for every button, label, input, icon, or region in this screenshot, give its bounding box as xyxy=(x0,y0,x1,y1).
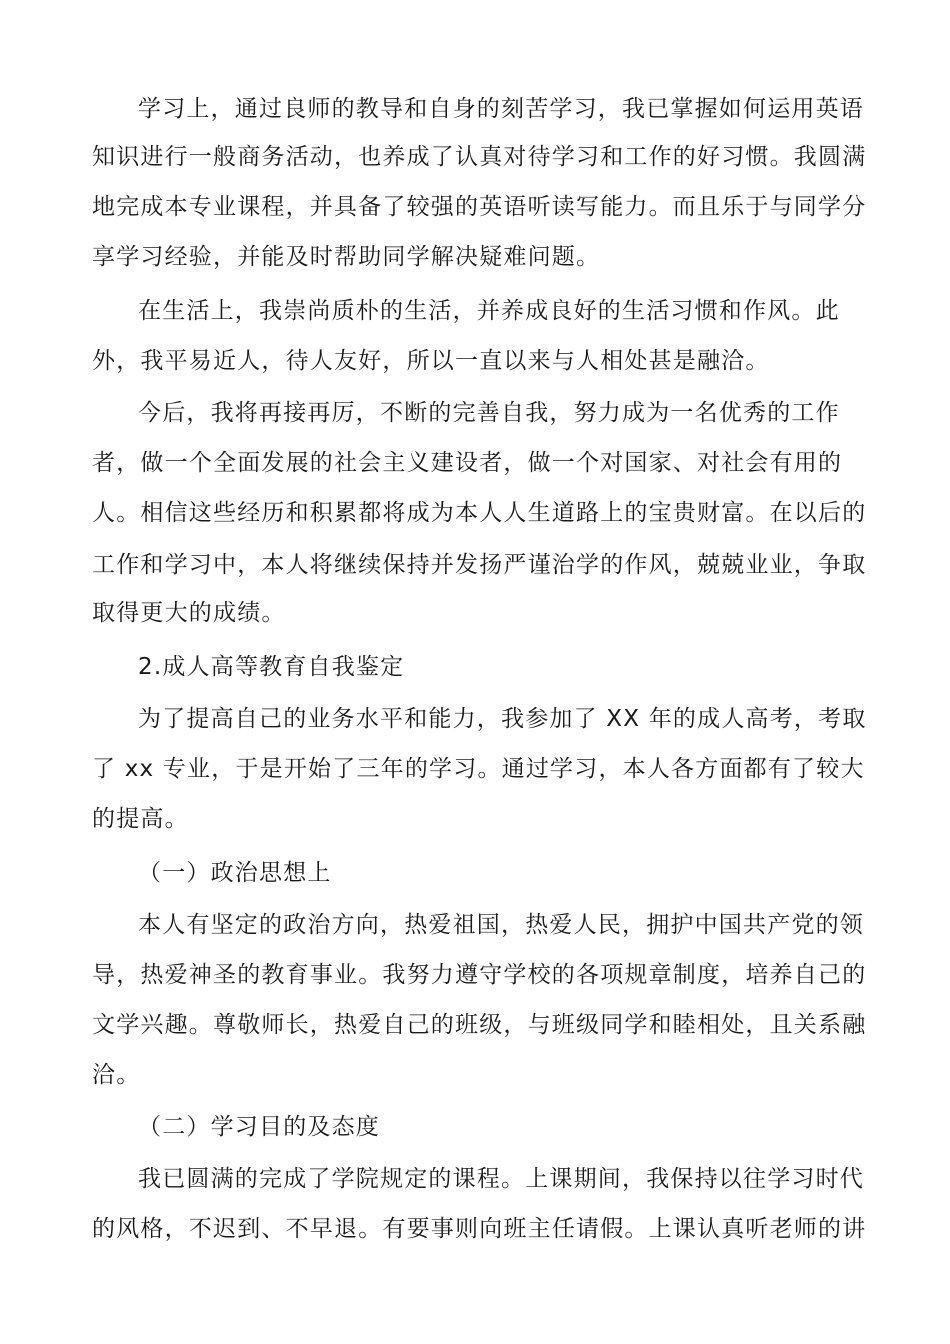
paragraph-line: 洽。 xyxy=(92,1062,141,1088)
paragraph-line: 的风格，不迟到、不早退。有要事则向班主任请假。上课认真听老师的讲 xyxy=(92,1216,867,1242)
paragraph-line: 外，我平易近人，待人友好，所以一直以来与人相处甚是融洽。 xyxy=(92,348,770,374)
paragraph-line: 我已圆满的完成了学院规定的课程。上课期间，我保持以往学习时代 xyxy=(138,1166,864,1192)
paragraph-line: 者，做一个全面发展的社会主义建设者，做一个对国家、对社会有用的 xyxy=(92,450,843,476)
paragraph-line: 导，热爱神圣的教育事业。我努力遵守学校的各项规章制度，培养自己的 xyxy=(92,962,867,988)
paragraph-line: 今后，我将再接再厉，不断的完善自我，努力成为一名优秀的工作 xyxy=(138,400,840,426)
paragraph-line: 享学习经验，并能及时帮助同学解决疑难问题。 xyxy=(92,244,601,270)
section-heading: 2.成人高等教育自我鉴定 xyxy=(138,654,405,680)
paragraph-line: 文学兴趣。尊敬师长，热爱自己的班级，与班级同学和睦相处，且关系融 xyxy=(92,1012,867,1038)
paragraph-line: 工作和学习中，本人将继续保持并发扬严谨治学的作风，兢兢业业，争取 xyxy=(92,552,867,578)
paragraph-line: 学习上，通过良师的教导和自身的刻苦学习，我已掌握如何运用英语 xyxy=(138,96,864,122)
subsection-heading: （二）学习目的及态度 xyxy=(138,1114,380,1140)
paragraph-line: 本人有坚定的政治方向，热爱祖国，热爱人民，拥护中国共产党的领 xyxy=(138,912,864,938)
subsection-heading: （一）政治思想上 xyxy=(138,860,332,886)
paragraph-line: 取得更大的成绩。 xyxy=(92,600,286,626)
paragraph-line: 知识进行一般商务活动，也养成了认真对待学习和工作的好习惯。我圆满 xyxy=(92,144,867,170)
paragraph-line: 了 xx 专业，于是开始了三年的学习。通过学习，本人各方面都有了较大 xyxy=(92,756,865,782)
paragraph-line: 地完成本专业课程，并具备了较强的英语听读写能力。而且乐于与同学分 xyxy=(92,194,867,220)
paragraph-line: 在生活上，我崇尚质朴的生活，并养成良好的生活习惯和作风。此 xyxy=(138,298,840,324)
paragraph-line: 人。相信这些经历和积累都将成为本人人生道路上的宝贵财富。在以后的 xyxy=(92,500,867,526)
paragraph-line: 的提高。 xyxy=(92,806,189,832)
paragraph-line: 为了提高自己的业务水平和能力，我参加了 XX 年的成人高考，考取 xyxy=(138,706,867,732)
